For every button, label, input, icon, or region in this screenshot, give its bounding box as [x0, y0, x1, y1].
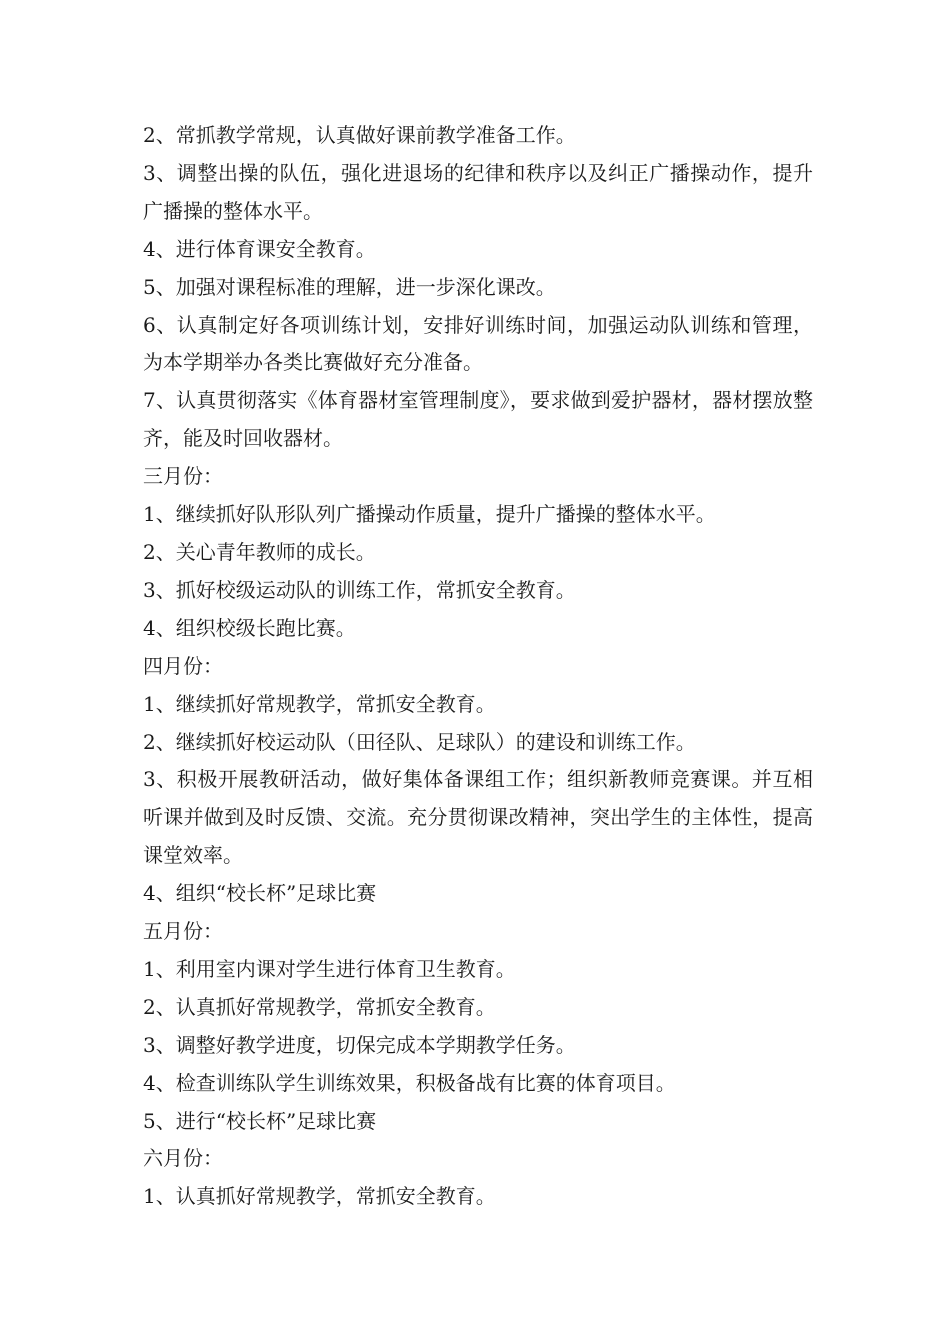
section-heading: 六月份： [143, 1146, 223, 1171]
paragraph: 2、关心青年教师的成长。 [143, 539, 376, 564]
paragraph: 5、加强对课程标准的理解，进一步深化课改。 [143, 274, 556, 299]
paragraph: 3、抓好校级运动队的训练工作，常抓安全教育。 [143, 577, 576, 602]
paragraph: 1、利用室内课对学生进行体育卫生教育。 [143, 956, 516, 981]
section-heading: 四月份： [143, 653, 223, 678]
paragraph: 4、检查训练队学生训练效果，积极备战有比赛的体育项目。 [143, 1070, 676, 1095]
document-body [143, 117, 813, 1216]
paragraph: 4、组织校级长跑比赛。 [143, 615, 356, 640]
paragraph: 4、组织“校长杯”足球比赛 [143, 881, 377, 906]
paragraph: 3、调整出操的队伍，强化进退场的纪律和秩序以及纠正广播操动作，提升广播操的整体水平。 [143, 160, 813, 223]
paragraph: 7、认真贯彻落实《体育器材室管理制度》，要求做到爱护器材，器材摆放整齐，能及时回收器材。 [143, 388, 813, 451]
paragraph: 1、认真抓好常规教学，常抓安全教育。 [143, 1184, 496, 1209]
paragraph: 6、认真制定好各项训练计划，安排好训练时间，加强运动队训练和管理，为本学期举办各类比赛做好充分准备。 [143, 312, 813, 375]
paragraph: 3、调整好教学进度，切保完成本学期教学任务。 [143, 1032, 576, 1057]
section-heading: 五月份： [143, 919, 223, 944]
paragraph: 5、进行“校长杯”足球比赛 [143, 1108, 377, 1133]
section-heading: 三月份： [143, 464, 223, 489]
paragraph: 3、积极开展教研活动，做好集体备课组工作；组织新教师竞赛课。并互相听课并做到及时反馈、交流。充分贯彻课改精神，突出学生的主体性，提高课堂效率。 [143, 767, 813, 868]
paragraph: 4、进行体育课安全教育。 [143, 236, 376, 261]
paragraph: 2、继续抓好校运动队（田径队、足球队）的建设和训练工作。 [143, 729, 696, 754]
paragraph: 2、常抓教学常规，认真做好课前教学准备工作。 [143, 123, 576, 147]
paragraph: 1、继续抓好队形队列广播操动作质量，提升广播操的整体水平。 [143, 502, 716, 527]
paragraph: 1、继续抓好常规教学，常抓安全教育。 [143, 691, 496, 716]
paragraph: 2、认真抓好常规教学，常抓安全教育。 [143, 994, 496, 1019]
